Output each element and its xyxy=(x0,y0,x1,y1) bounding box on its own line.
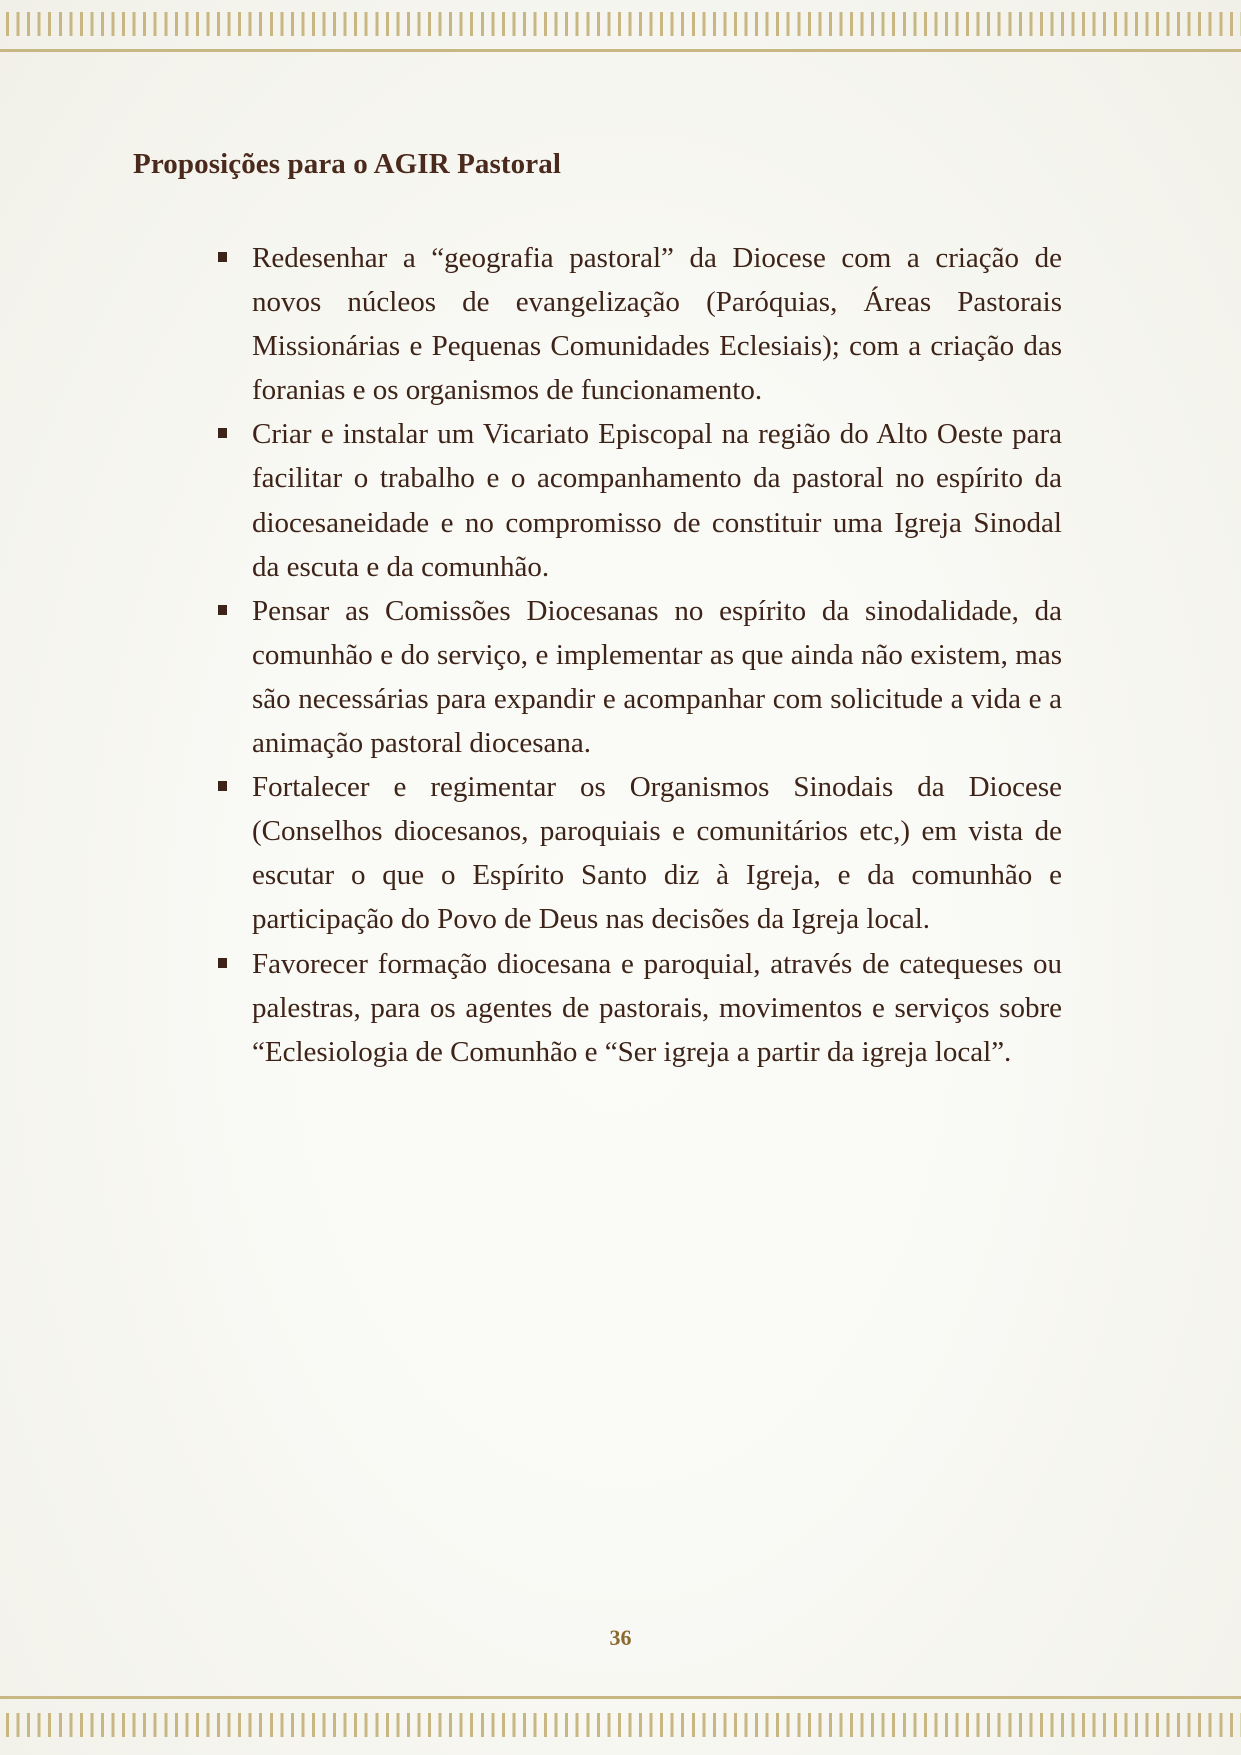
square-bullet-icon xyxy=(218,958,227,968)
section-heading: Proposições para o AGIR Pastoral xyxy=(133,148,561,180)
square-bullet-icon xyxy=(218,428,227,438)
top-divider-line xyxy=(0,49,1241,52)
square-bullet-icon xyxy=(218,781,227,791)
list-item-text: Pensar as Comissões Diocesanas no espírito da sinodalidade, da comunhão e do serviço, e implementar as que ainda não existem, mas são necessárias para expandir e acompanhar com solicitude a vida e a animação pastoral diocesana. xyxy=(252,594,1062,760)
list-item xyxy=(216,942,1062,1074)
list-item-text: Criar e instalar um Vicariato Episcopal na região do Alto Oeste para facilitar o trabalho e o acompanhamento da pastoral no espírito da diocesaneidade e no compromisso de constituir uma Igreja Sinodal da escuta e da comunhão. xyxy=(252,418,1062,583)
bottom-decorative-tick-border xyxy=(0,1713,1241,1737)
propositions-list xyxy=(216,236,1062,1074)
top-decorative-tick-border xyxy=(0,12,1241,36)
square-bullet-icon xyxy=(218,252,227,262)
page-number: 36 xyxy=(609,1625,632,1650)
bottom-divider-line xyxy=(0,1696,1241,1699)
square-bullet-icon xyxy=(218,605,227,615)
list-item-text: Favorecer formação diocesana e paroquial, através de catequeses ou palestras, para os agentes de pastorais, movimentos e serviços sobre “Eclesiologia de Comunhão e “Ser igreja a partir da igreja local”. xyxy=(252,947,1062,1068)
list-item xyxy=(216,589,1062,765)
list-item xyxy=(216,412,1062,588)
list-item xyxy=(216,236,1062,412)
list-item-text: Fortalecer e regimentar os Organismos Sinodais da Diocese (Conselhos diocesanos, paroquiais e comunitários etc,) em vista de escutar o que o Espírito Santo diz à Igreja, e da comunhão e participação do Povo de Deus nas decisões da Igreja local. xyxy=(252,771,1062,936)
list-item xyxy=(216,765,1062,941)
list-item-text: Redesenhar a “geografia pastoral” da Diocese com a criação de novos núcleos de evangelização (Paróquias, Áreas Pastorais Missionárias e Pequenas Comunidades Eclesiais); com a criação das foranias e os organismos de funcionamento. xyxy=(252,242,1062,407)
